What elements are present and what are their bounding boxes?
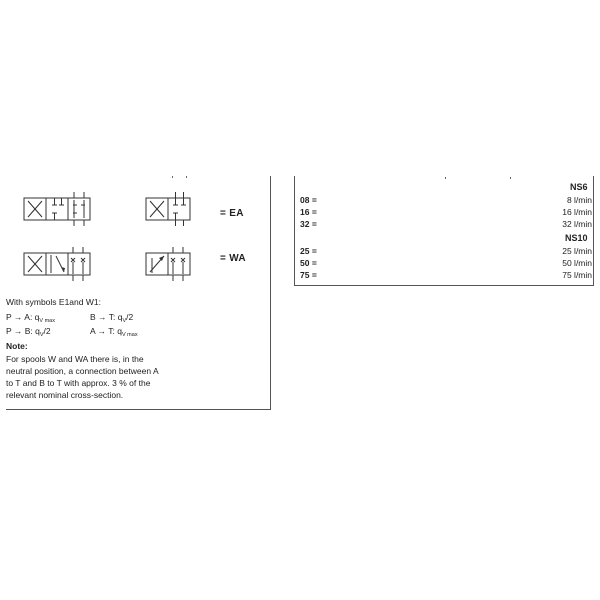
note-line: For spools W and WA there is, in the	[6, 354, 144, 364]
flow-value: 8 l/min	[566, 195, 592, 205]
flow-value: 75 l/min	[562, 270, 592, 280]
formula-tail: /2	[43, 326, 51, 336]
formula-p-to-b	[6, 326, 51, 338]
flow-code: 75 =	[300, 270, 317, 280]
formula-a-to-t	[90, 326, 138, 338]
flow-row	[300, 219, 592, 230]
flow-code: 16 =	[300, 207, 317, 217]
formula-subscript: V	[39, 332, 44, 338]
note-line: neutral position, a connection between A	[6, 366, 159, 376]
formula-p-to-a	[6, 312, 55, 324]
flow-row	[300, 258, 592, 269]
formula-tail: /2	[126, 312, 134, 322]
flow-code: 32 =	[300, 219, 317, 229]
flow-code: 08 =	[300, 195, 317, 205]
formula-subscript: V max	[121, 332, 138, 338]
flow-row	[300, 270, 592, 281]
flow-row	[300, 195, 592, 206]
flow-code: 25 =	[300, 246, 317, 256]
symbol-wa-label: = WA	[220, 253, 246, 264]
formula-text: A → T: q	[90, 326, 122, 336]
note-heading: Note:	[6, 341, 28, 351]
note-line: relevant nominal cross-section.	[6, 390, 124, 400]
formula-subscript: V max	[39, 318, 55, 324]
flow-code: 50 =	[300, 258, 317, 268]
note-line: to T and B to T with approx. 3 % of the	[6, 378, 151, 388]
flow-value: 16 l/min	[562, 207, 592, 217]
formula-subscript: V	[122, 318, 127, 324]
group-title-ns10: NS10	[565, 233, 588, 243]
formula-text: P → A: q	[6, 312, 40, 322]
symbols-intro-text: With symbols E1and W1:	[6, 297, 101, 307]
group-title-ns6: NS6	[570, 182, 588, 192]
formula-text: P → B: q	[6, 326, 40, 336]
formula-text: B → T: q	[90, 312, 123, 322]
symbol-ea-label: = EA	[220, 208, 244, 219]
flow-value: 32 l/min	[562, 219, 592, 229]
flow-row	[300, 207, 592, 218]
flow-value: 25 l/min	[562, 246, 592, 256]
formula-b-to-t	[90, 312, 133, 324]
flow-value: 50 l/min	[562, 258, 592, 268]
flow-row	[300, 246, 592, 257]
